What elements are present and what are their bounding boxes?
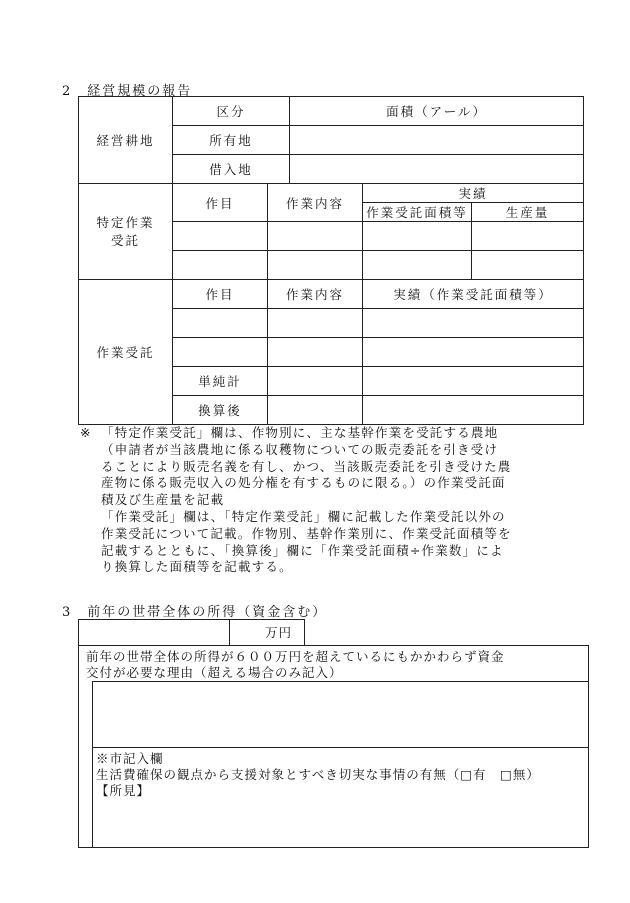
jutaku-menseki-header: 作業受託面積等 [363, 203, 472, 222]
tokutei-menseki-cell[interactable] [363, 251, 472, 280]
tokutei-menseki-cell[interactable] [363, 222, 472, 251]
kariirechi-area-cell[interactable] [290, 155, 584, 184]
sagyo-jisseki-cell[interactable] [363, 309, 584, 338]
tokutei-seisanryou-cell[interactable] [472, 251, 584, 280]
city-label: ※市記入欄 [96, 751, 164, 766]
sagyo-jisseki-cell[interactable] [363, 338, 584, 367]
menseki-header: 面積（アール） [290, 97, 584, 126]
tokutei-sakumoku-cell[interactable] [173, 251, 268, 280]
shoken-label: 【所見】 [96, 783, 151, 798]
note-line: 積及び生産量を記載 [101, 492, 225, 508]
reason-line1: 前年の世帯全体の所得が６００万円を超えているにもかかわらず資金 [86, 649, 505, 664]
kansango-label: 換算後 [173, 396, 268, 425]
notes-block [101, 425, 512, 576]
reason-input[interactable] [92, 681, 588, 747]
note-line: 産物に係る販売収入の処分権を有するものに限る。）の作業受託面 [101, 475, 506, 491]
tokutei-seisanryou-cell[interactable] [472, 222, 584, 251]
management-scale-table [78, 96, 584, 425]
sagyo-jutaku-label: 作業受託 [79, 280, 173, 425]
seisanryou-header: 生産量 [472, 203, 584, 222]
sagyo-naiyou-cell[interactable] [268, 309, 363, 338]
sagyo-naiyou-header: 作業内容 [268, 280, 363, 309]
sagyo-naiyou-cell[interactable] [268, 338, 363, 367]
note-line: （申請者が当該農地に係る収穫物についての販売委託を引き受け [101, 441, 499, 457]
note-line: 記載するとともに、「換算後」欄に「作業受託面積÷作業数」によ [101, 542, 504, 558]
kansango-naiyou-cell[interactable] [268, 396, 363, 425]
tokutei-naiyou-header: 作業内容 [268, 184, 363, 222]
sagyo-sakumoku-header: 作目 [173, 280, 268, 309]
tokutei-jisseki-header: 実績 [363, 184, 584, 203]
income-input[interactable] [78, 619, 230, 646]
income-unit: 万円 [265, 625, 293, 640]
tokutei-naiyou-cell[interactable] [268, 251, 363, 280]
note-line: ることにより販売名義を有し、かつ、当該販売委託を引き受けた農 [101, 458, 512, 474]
reason-line2: 交付が必要な理由（超える場合のみ記入） [86, 665, 343, 680]
tanjunkei-jisseki-cell[interactable] [363, 367, 584, 396]
tokutei-label: 特定作業 受託 [79, 184, 173, 280]
tokutei-naiyou-cell[interactable] [268, 222, 363, 251]
kubun-header: 区分 [173, 97, 290, 126]
kariirechi-label: 借入地 [173, 155, 290, 184]
shoyuchi-label: 所有地 [173, 126, 290, 155]
sagyo-sakumoku-cell[interactable] [173, 338, 268, 367]
kansango-jisseki-cell[interactable] [363, 396, 584, 425]
sagyo-jisseki-header: 実績（作業受託面積等） [363, 280, 584, 309]
city-question: 生活費確保の観点から支援対象とすべき切実な事情の有無（□有 □無） [96, 767, 540, 782]
tanjunkei-label: 単純計 [173, 367, 268, 396]
tokutei-sakumoku-header: 作目 [173, 184, 268, 222]
section2-title: 2 経営規模の報告 [62, 84, 193, 99]
tanjunkei-naiyou-cell[interactable] [268, 367, 363, 396]
note-line: 「特定作業受託」欄は、作物別に、主な基幹作業を受託する農地 [101, 425, 499, 440]
sagyo-sakumoku-cell[interactable] [173, 309, 268, 338]
note-mark: ※ [80, 425, 92, 440]
note-line: り換算した面積等を記載する。 [101, 559, 293, 575]
tokutei-sakumoku-cell[interactable] [173, 222, 268, 251]
divider [92, 747, 589, 748]
note-line: 作業受託について記載。作物別、基幹作業別に、作業受託面積等を [101, 525, 512, 541]
section3-title: 3 前年の世帯全体の所得（資金含む） [62, 605, 328, 620]
shoyuchi-area-cell[interactable] [290, 126, 584, 155]
keiei-kochi-label: 経営耕地 [79, 97, 173, 184]
note-line: 「作業受託」欄は、「特定作業受託」欄に記載した作業受託以外の [101, 508, 506, 524]
